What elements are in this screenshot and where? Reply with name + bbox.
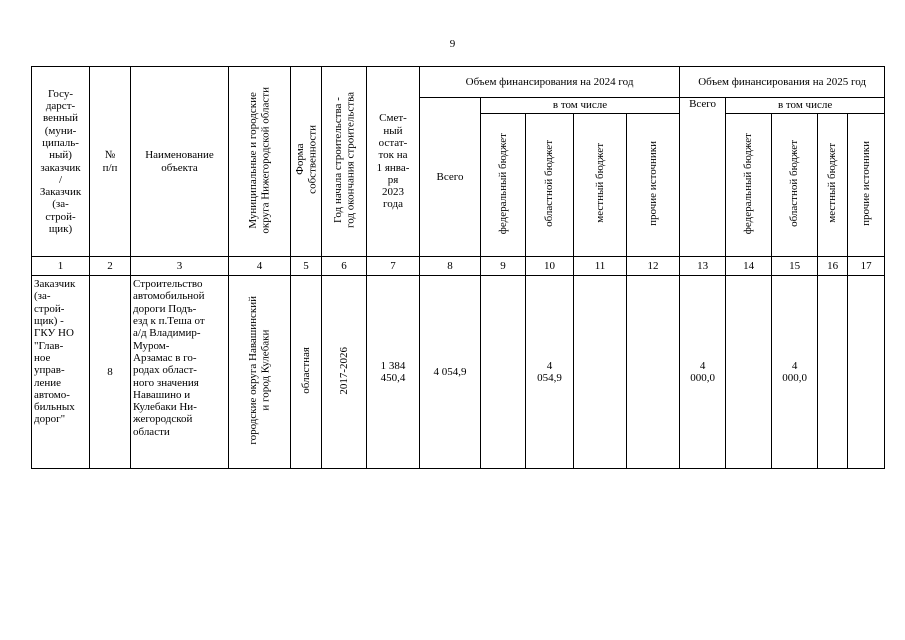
header-name: Наименование объекта <box>131 67 229 257</box>
header-local-2024: местный бюджет <box>593 143 606 224</box>
header-municipalities: Муниципальные и городские округа Нижегородской области <box>247 86 272 234</box>
col-num: 11 <box>574 257 627 276</box>
row-ownership: областная <box>299 346 312 394</box>
col-num: 9 <box>481 257 526 276</box>
header-fin-2024: Объем финансирования на 2024 год <box>420 67 680 98</box>
column-number-row <box>32 257 885 276</box>
row-regional-2025: 4 000,0 <box>772 276 818 469</box>
header-years-cell <box>322 67 367 257</box>
table-row <box>32 276 885 469</box>
row-local-2024 <box>574 276 627 469</box>
header-other-2025: прочие источники <box>859 140 872 226</box>
col-num: 15 <box>772 257 818 276</box>
header-incl-2025: в том числе <box>726 98 885 114</box>
header-incl-2024: в том числе <box>481 98 680 114</box>
row-other-2024 <box>627 276 680 469</box>
col-num: 4 <box>229 257 291 276</box>
construction-financing-table <box>31 66 885 469</box>
col-num: 16 <box>818 257 848 276</box>
col-num: 1 <box>32 257 90 276</box>
header-regional-2024: областной бюджет <box>543 139 556 227</box>
col-num: 5 <box>291 257 322 276</box>
header-estimate: Смет- ный остат- ток на 1 янва- ря 2023 года <box>367 67 420 257</box>
col-num: 6 <box>322 257 367 276</box>
row-estimate: 1 384 450,4 <box>367 276 420 469</box>
header-customer: Госу- дарст- венный (муни- ципаль- ный) заказчик / Заказчик (за- строй- щик) <box>32 67 90 257</box>
col-num: 13 <box>680 257 726 276</box>
header-federal-2025: федеральный бюджет <box>742 132 755 234</box>
header-federal-2024: федеральный бюджет <box>496 132 509 234</box>
row-customer: Заказчик (за- строй- щик) - ГКУ НО "Глав- ное управ- ление автомо- бильных дорог" <box>32 276 90 469</box>
col-num: 17 <box>848 257 885 276</box>
header-row-1 <box>32 67 885 98</box>
header-regional-2025: областной бюджет <box>788 139 801 227</box>
header-total-2025: Всего <box>680 98 726 257</box>
col-num: 10 <box>526 257 574 276</box>
row-total-2025: 4 000,0 <box>680 276 726 469</box>
row-federal-2025 <box>726 276 772 469</box>
header-ownership-cell <box>291 67 322 257</box>
col-num: 12 <box>627 257 680 276</box>
row-regional-2024: 4 054,9 <box>526 276 574 469</box>
row-object-name: Строительство автомобильной дороги Подъ- езд к п.Теша от а/д Владимир- Муром- Арзамас в го- родах област- ного значения Навашино и Кулебаки Ни- жегородской области <box>131 276 229 469</box>
header-municipalities-cell <box>229 67 291 257</box>
header-ownership: Форма собственности <box>293 125 318 195</box>
row-years: 2017-2026 <box>337 346 350 395</box>
row-other-2025 <box>848 276 885 469</box>
page-number: 9 <box>449 38 456 50</box>
header-years: Год начала строительства - год окончания строительства <box>331 91 356 228</box>
col-num: 3 <box>131 257 229 276</box>
header-num: № п/п <box>90 67 131 257</box>
col-num: 14 <box>726 257 772 276</box>
header-fin-2025: Объем финансирования на 2025 год <box>680 67 885 98</box>
col-num: 2 <box>90 257 131 276</box>
header-total-2024: Всего <box>420 98 481 257</box>
header-other-2024: прочие источники <box>646 140 659 226</box>
row-federal-2024 <box>481 276 526 469</box>
row-municipality: городские округа Навашинский и город Кулебаки <box>247 296 272 445</box>
row-total-2024: 4 054,9 <box>420 276 481 469</box>
row-local-2025 <box>818 276 848 469</box>
header-local-2025: местный бюджет <box>826 143 839 224</box>
col-num: 8 <box>420 257 481 276</box>
col-num: 7 <box>367 257 420 276</box>
row-num: 8 <box>90 276 131 469</box>
